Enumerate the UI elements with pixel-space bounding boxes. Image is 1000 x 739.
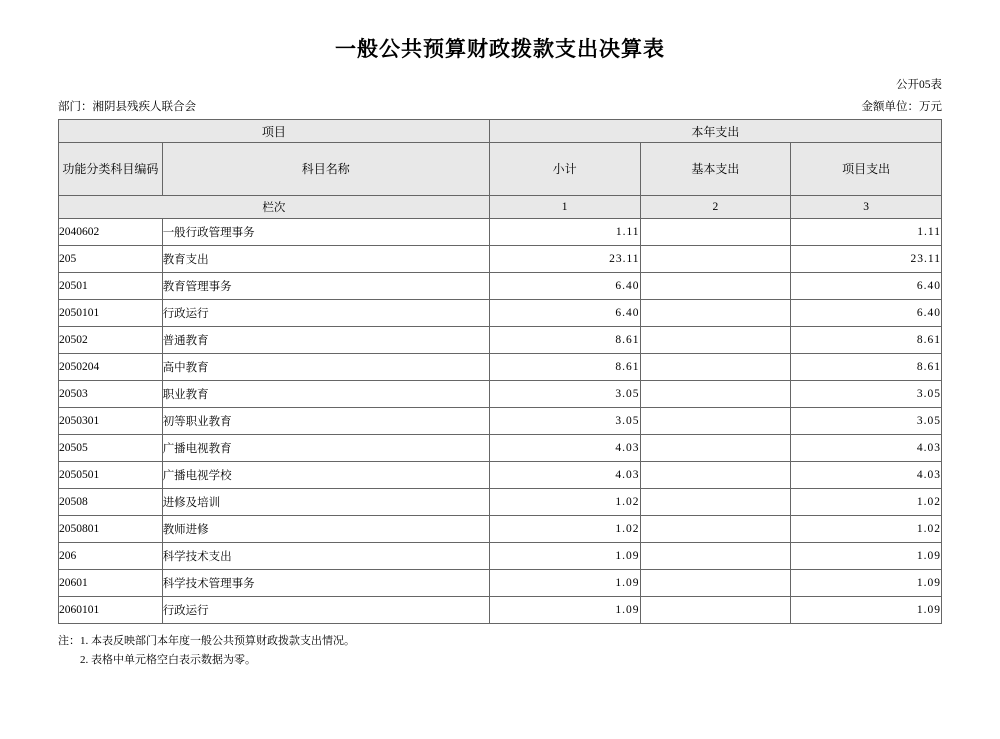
table-row bbox=[59, 543, 942, 570]
table-notes bbox=[58, 632, 942, 671]
cell-basic-expenditure bbox=[640, 273, 791, 300]
cell-project-expenditure: 8.61 bbox=[791, 327, 942, 354]
cell-subject-name: 高中教育 bbox=[162, 354, 489, 381]
cell-basic-expenditure bbox=[640, 381, 791, 408]
note-line-1: 注：1. 本表反映部门本年度一般公共预算财政拨款支出情况。 bbox=[58, 635, 355, 647]
cell-subject-name: 一般行政管理事务 bbox=[162, 219, 489, 246]
cell-code: 2050801 bbox=[59, 516, 163, 543]
cell-subtotal: 1.11 bbox=[489, 219, 640, 246]
lane-label: 栏次 bbox=[59, 196, 490, 219]
cell-project-expenditure: 3.05 bbox=[791, 381, 942, 408]
column-header-code: 功能分类科目编码 bbox=[59, 143, 163, 196]
table-row bbox=[59, 570, 942, 597]
column-header-basic: 基本支出 bbox=[640, 143, 791, 196]
table-row bbox=[59, 273, 942, 300]
cell-code: 20505 bbox=[59, 435, 163, 462]
page-title: 一般公共预算财政拨款支出决算表 bbox=[335, 36, 665, 61]
cell-basic-expenditure bbox=[640, 543, 791, 570]
cell-code: 206 bbox=[59, 543, 163, 570]
cell-project-expenditure: 1.09 bbox=[791, 543, 942, 570]
cell-code: 20502 bbox=[59, 327, 163, 354]
cell-code: 20508 bbox=[59, 489, 163, 516]
cell-subtotal: 1.02 bbox=[489, 516, 640, 543]
table-row bbox=[59, 219, 942, 246]
cell-basic-expenditure bbox=[640, 462, 791, 489]
table-row bbox=[59, 354, 942, 381]
cell-project-expenditure: 4.03 bbox=[791, 462, 942, 489]
cell-subtotal: 3.05 bbox=[489, 381, 640, 408]
lane-number-1: 1 bbox=[489, 196, 640, 219]
cell-code: 205 bbox=[59, 246, 163, 273]
column-header-project: 项目支出 bbox=[791, 143, 942, 196]
cell-basic-expenditure bbox=[640, 597, 791, 624]
cell-basic-expenditure bbox=[640, 246, 791, 273]
cell-subject-name: 进修及培训 bbox=[162, 489, 489, 516]
lane-number-3: 3 bbox=[791, 196, 942, 219]
group-header-right: 本年支出 bbox=[489, 120, 941, 143]
note-line-2: 2. 表格中单元格空白表示数据为零。 bbox=[58, 654, 256, 667]
cell-subtotal: 4.03 bbox=[489, 462, 640, 489]
lane-number-2: 2 bbox=[640, 196, 791, 219]
form-code-label: 公开05表 bbox=[896, 79, 942, 91]
cell-subject-name: 普通教育 bbox=[162, 327, 489, 354]
cell-basic-expenditure bbox=[640, 435, 791, 462]
table-row bbox=[59, 597, 942, 624]
cell-code: 2050204 bbox=[59, 354, 163, 381]
cell-basic-expenditure bbox=[640, 327, 791, 354]
table-row bbox=[59, 516, 942, 543]
cell-basic-expenditure bbox=[640, 516, 791, 543]
cell-basic-expenditure bbox=[640, 408, 791, 435]
cell-code: 2040602 bbox=[59, 219, 163, 246]
cell-basic-expenditure bbox=[640, 570, 791, 597]
cell-project-expenditure: 1.09 bbox=[791, 570, 942, 597]
column-header-name: 科目名称 bbox=[162, 143, 489, 196]
cell-project-expenditure: 1.11 bbox=[791, 219, 942, 246]
table-row bbox=[59, 327, 942, 354]
cell-subtotal: 4.03 bbox=[489, 435, 640, 462]
cell-subject-name: 科学技术管理事务 bbox=[162, 570, 489, 597]
table-row bbox=[59, 462, 942, 489]
table-row bbox=[59, 300, 942, 327]
document-page bbox=[0, 33, 1000, 739]
cell-subject-name: 行政运行 bbox=[162, 597, 489, 624]
table-row bbox=[59, 408, 942, 435]
cell-project-expenditure: 6.40 bbox=[791, 273, 942, 300]
table-row bbox=[59, 435, 942, 462]
amount-unit-label: 金额单位：万元 bbox=[861, 101, 942, 113]
cell-code: 2050501 bbox=[59, 462, 163, 489]
table-body bbox=[59, 219, 942, 624]
cell-code: 20503 bbox=[59, 381, 163, 408]
cell-subtotal: 1.09 bbox=[489, 543, 640, 570]
cell-project-expenditure: 1.09 bbox=[791, 597, 942, 624]
cell-project-expenditure: 4.03 bbox=[791, 435, 942, 462]
table-row bbox=[59, 489, 942, 516]
cell-subject-name: 科学技术支出 bbox=[162, 543, 489, 570]
cell-basic-expenditure bbox=[640, 354, 791, 381]
meta-row bbox=[58, 98, 942, 114]
group-header-left: 项目 bbox=[59, 120, 490, 143]
cell-code: 20601 bbox=[59, 570, 163, 597]
cell-subtotal: 23.11 bbox=[489, 246, 640, 273]
cell-subject-name: 职业教育 bbox=[162, 381, 489, 408]
cell-subtotal: 6.40 bbox=[489, 273, 640, 300]
table-row bbox=[59, 246, 942, 273]
cell-project-expenditure: 3.05 bbox=[791, 408, 942, 435]
cell-subtotal: 1.02 bbox=[489, 489, 640, 516]
cell-code: 2050101 bbox=[59, 300, 163, 327]
cell-subtotal: 3.05 bbox=[489, 408, 640, 435]
cell-subject-name: 行政运行 bbox=[162, 300, 489, 327]
cell-project-expenditure: 1.02 bbox=[791, 489, 942, 516]
cell-subject-name: 教师进修 bbox=[162, 516, 489, 543]
cell-subject-name: 广播电视教育 bbox=[162, 435, 489, 462]
cell-subtotal: 6.40 bbox=[489, 300, 640, 327]
cell-project-expenditure: 1.02 bbox=[791, 516, 942, 543]
table-row bbox=[59, 381, 942, 408]
cell-basic-expenditure bbox=[640, 300, 791, 327]
cell-subtotal: 8.61 bbox=[489, 327, 640, 354]
cell-basic-expenditure bbox=[640, 219, 791, 246]
cell-subtotal: 1.09 bbox=[489, 570, 640, 597]
cell-basic-expenditure bbox=[640, 489, 791, 516]
cell-project-expenditure: 23.11 bbox=[791, 246, 942, 273]
cell-code: 20501 bbox=[59, 273, 163, 300]
cell-subject-name: 教育管理事务 bbox=[162, 273, 489, 300]
budget-expenditure-table bbox=[58, 119, 942, 624]
cell-subtotal: 1.09 bbox=[489, 597, 640, 624]
cell-subject-name: 广播电视学校 bbox=[162, 462, 489, 489]
department-label: 部门：湘阴县残疾人联合会 bbox=[58, 101, 196, 113]
cell-subject-name: 教育支出 bbox=[162, 246, 489, 273]
column-header-subtotal: 小计 bbox=[489, 143, 640, 196]
cell-project-expenditure: 6.40 bbox=[791, 300, 942, 327]
cell-code: 2050301 bbox=[59, 408, 163, 435]
cell-subtotal: 8.61 bbox=[489, 354, 640, 381]
cell-project-expenditure: 8.61 bbox=[791, 354, 942, 381]
cell-subject-name: 初等职业教育 bbox=[162, 408, 489, 435]
table-header bbox=[59, 120, 942, 219]
cell-code: 2060101 bbox=[59, 597, 163, 624]
